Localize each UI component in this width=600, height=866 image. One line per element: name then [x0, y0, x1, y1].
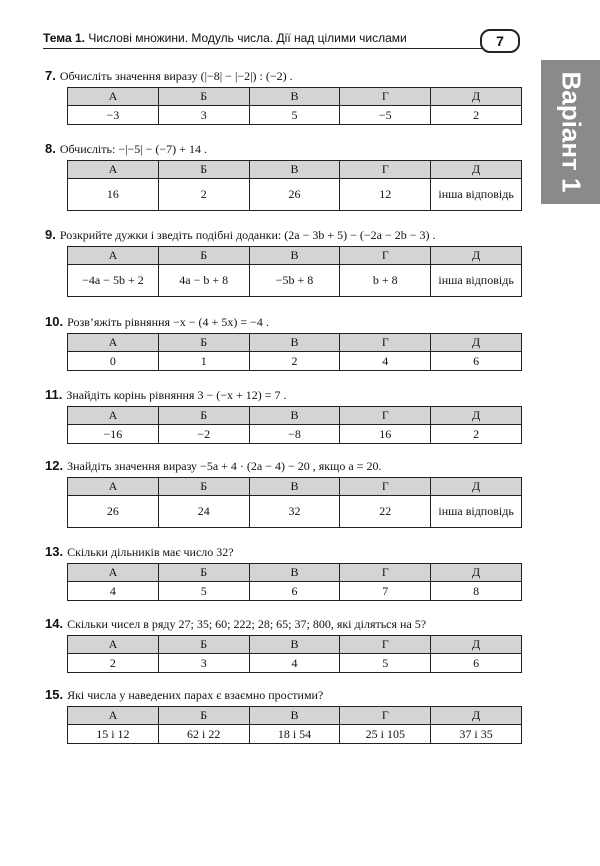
option-letter: В	[249, 707, 340, 725]
option-letter: В	[249, 88, 340, 106]
option-letter: Б	[158, 161, 249, 179]
option-letter: Д	[431, 707, 522, 725]
option-letter: В	[249, 247, 340, 265]
question-14	[45, 616, 426, 632]
answer-option[interactable]: 4	[68, 582, 159, 601]
answer-option[interactable]: 62 і 22	[158, 725, 249, 744]
answer-option[interactable]: 2	[431, 425, 522, 444]
option-letter: Б	[158, 636, 249, 654]
answer-option[interactable]: 4	[340, 352, 431, 371]
answer-option[interactable]: 4	[249, 654, 340, 673]
question-13	[45, 544, 234, 560]
option-letter: Г	[340, 636, 431, 654]
answer-table	[67, 406, 522, 444]
answer-option[interactable]: 4a − b + 8	[158, 265, 249, 297]
answer-option[interactable]: 12	[340, 179, 431, 211]
answer-option[interactable]: 2	[431, 106, 522, 125]
answer-option[interactable]: 0	[68, 352, 159, 371]
answer-option[interactable]: 1	[158, 352, 249, 371]
answer-option[interactable]: 26	[249, 179, 340, 211]
option-letter: Д	[431, 334, 522, 352]
option-letter: Г	[340, 247, 431, 265]
answer-option[interactable]: 6	[431, 352, 522, 371]
option-letter: Г	[340, 88, 431, 106]
question-text: Знайдіть корінь рівняння 3 − (−x + 12) = 7 .	[66, 388, 287, 402]
option-letter: Б	[158, 334, 249, 352]
topic-label: Тема 1.	[43, 31, 85, 45]
answer-option[interactable]: 32	[249, 496, 340, 528]
answer-option[interactable]: інша відповідь	[431, 496, 522, 528]
question-number: 10.	[45, 314, 64, 329]
answer-option[interactable]: −2	[158, 425, 249, 444]
answer-table	[67, 563, 522, 601]
answer-table	[67, 246, 522, 297]
question-number: 12.	[45, 458, 64, 473]
option-letter: Б	[158, 247, 249, 265]
question-text: Які числа у наведених парах є взаємно простими?	[67, 688, 324, 702]
option-letter: А	[68, 478, 159, 496]
answer-option[interactable]: b + 8	[340, 265, 431, 297]
option-letter: Г	[340, 334, 431, 352]
answer-option[interactable]: 5	[158, 582, 249, 601]
option-letter: Д	[431, 564, 522, 582]
option-letter: Б	[158, 564, 249, 582]
question-text: Обчисліть значення виразу (|−8| − |−2|) : (−2) .	[59, 69, 293, 83]
answer-table	[67, 87, 522, 125]
question-15	[45, 687, 323, 703]
answer-option[interactable]: −3	[68, 106, 159, 125]
option-letter: Г	[340, 564, 431, 582]
answer-table	[67, 477, 522, 528]
answer-option[interactable]: 2	[158, 179, 249, 211]
answer-option[interactable]: 2	[68, 654, 159, 673]
option-letter: Д	[431, 407, 522, 425]
option-letter: Д	[431, 161, 522, 179]
question-number: 14.	[45, 616, 64, 631]
question-11	[45, 387, 287, 403]
answer-option[interactable]: 5	[340, 654, 431, 673]
answer-option[interactable]: 15 і 12	[68, 725, 159, 744]
question-text: Скільки дільників має число 32?	[67, 545, 234, 559]
option-letter: Б	[158, 88, 249, 106]
question-text: Розв’яжіть рівняння −x − (4 + 5x) = −4 .	[67, 315, 269, 329]
option-letter: Б	[158, 407, 249, 425]
option-letter: А	[68, 88, 159, 106]
topic-title: Числові множини. Модуль числа. Дії над цілими числами	[88, 31, 407, 45]
option-letter: Д	[431, 636, 522, 654]
option-letter: Д	[431, 478, 522, 496]
option-letter: А	[68, 407, 159, 425]
answer-option[interactable]: −8	[249, 425, 340, 444]
question-10	[45, 314, 269, 330]
answer-option[interactable]: 18 і 54	[249, 725, 340, 744]
option-letter: А	[68, 334, 159, 352]
answer-option[interactable]: 16	[340, 425, 431, 444]
answer-option[interactable]: інша відповідь	[431, 179, 522, 211]
option-letter: Г	[340, 407, 431, 425]
answer-option[interactable]: 24	[158, 496, 249, 528]
question-8	[45, 141, 207, 157]
answer-option[interactable]: 7	[340, 582, 431, 601]
option-letter: А	[68, 707, 159, 725]
question-text: Обчисліть: −|−5| − (−7) + 14 .	[59, 142, 207, 156]
answer-table	[67, 160, 522, 211]
answer-option[interactable]: 3	[158, 106, 249, 125]
option-letter: А	[68, 636, 159, 654]
answer-table	[67, 333, 522, 371]
answer-option[interactable]: 6	[249, 582, 340, 601]
header-rule	[43, 48, 486, 49]
option-letter: А	[68, 247, 159, 265]
answer-option[interactable]: −16	[68, 425, 159, 444]
answer-option[interactable]: 3	[158, 654, 249, 673]
variant-tab	[541, 60, 600, 204]
option-letter: В	[249, 636, 340, 654]
answer-option[interactable]: −5	[340, 106, 431, 125]
answer-option[interactable]: −4a − 5b + 2	[68, 265, 159, 297]
answer-option[interactable]: 25 і 105	[340, 725, 431, 744]
question-12	[45, 458, 381, 474]
option-letter: В	[249, 564, 340, 582]
option-letter: В	[249, 478, 340, 496]
page-header	[43, 29, 523, 53]
question-number: 7.	[45, 68, 56, 83]
option-letter: В	[249, 407, 340, 425]
question-number: 9.	[45, 227, 56, 242]
question-text: Скільки чисел в ряду 27; 35; 60; 222; 28; 65; 37; 800, які діляться на 5?	[67, 617, 427, 631]
option-letter: А	[68, 564, 159, 582]
answer-table	[67, 706, 522, 744]
page-number: 7	[480, 29, 520, 53]
question-number: 13.	[45, 544, 64, 559]
question-text: Знайдіть значення виразу −5a + 4 · (2a − 4) − 20 , якщо a = 20.	[67, 459, 382, 473]
option-letter: В	[249, 161, 340, 179]
answer-option[interactable]: 5	[249, 106, 340, 125]
option-letter: А	[68, 161, 159, 179]
option-letter: Г	[340, 478, 431, 496]
option-letter: Д	[431, 247, 522, 265]
answer-option[interactable]: 2	[249, 352, 340, 371]
answer-option[interactable]: 8	[431, 582, 522, 601]
answer-option[interactable]: 26	[68, 496, 159, 528]
answer-option[interactable]: 16	[68, 179, 159, 211]
option-letter: В	[249, 334, 340, 352]
question-number: 11.	[45, 387, 63, 402]
header-title	[43, 31, 407, 45]
question-7	[45, 68, 293, 84]
answer-option[interactable]: 22	[340, 496, 431, 528]
question-number: 15.	[45, 687, 64, 702]
variant-label: Варіант 1	[556, 71, 586, 193]
option-letter: Г	[340, 161, 431, 179]
answer-option[interactable]: інша відповідь	[431, 265, 522, 297]
answer-option[interactable]: 37 і 35	[431, 725, 522, 744]
answer-option[interactable]: −5b + 8	[249, 265, 340, 297]
question-text: Розкрийте дужки і зведіть подібні доданки: (2a − 3b + 5) − (−2a − 2b − 3) .	[59, 228, 436, 242]
option-letter: Г	[340, 707, 431, 725]
question-9	[45, 227, 436, 243]
question-number: 8.	[45, 141, 56, 156]
option-letter: Д	[431, 88, 522, 106]
answer-table	[67, 635, 522, 673]
answer-option[interactable]: 6	[431, 654, 522, 673]
option-letter: Б	[158, 478, 249, 496]
option-letter: Б	[158, 707, 249, 725]
